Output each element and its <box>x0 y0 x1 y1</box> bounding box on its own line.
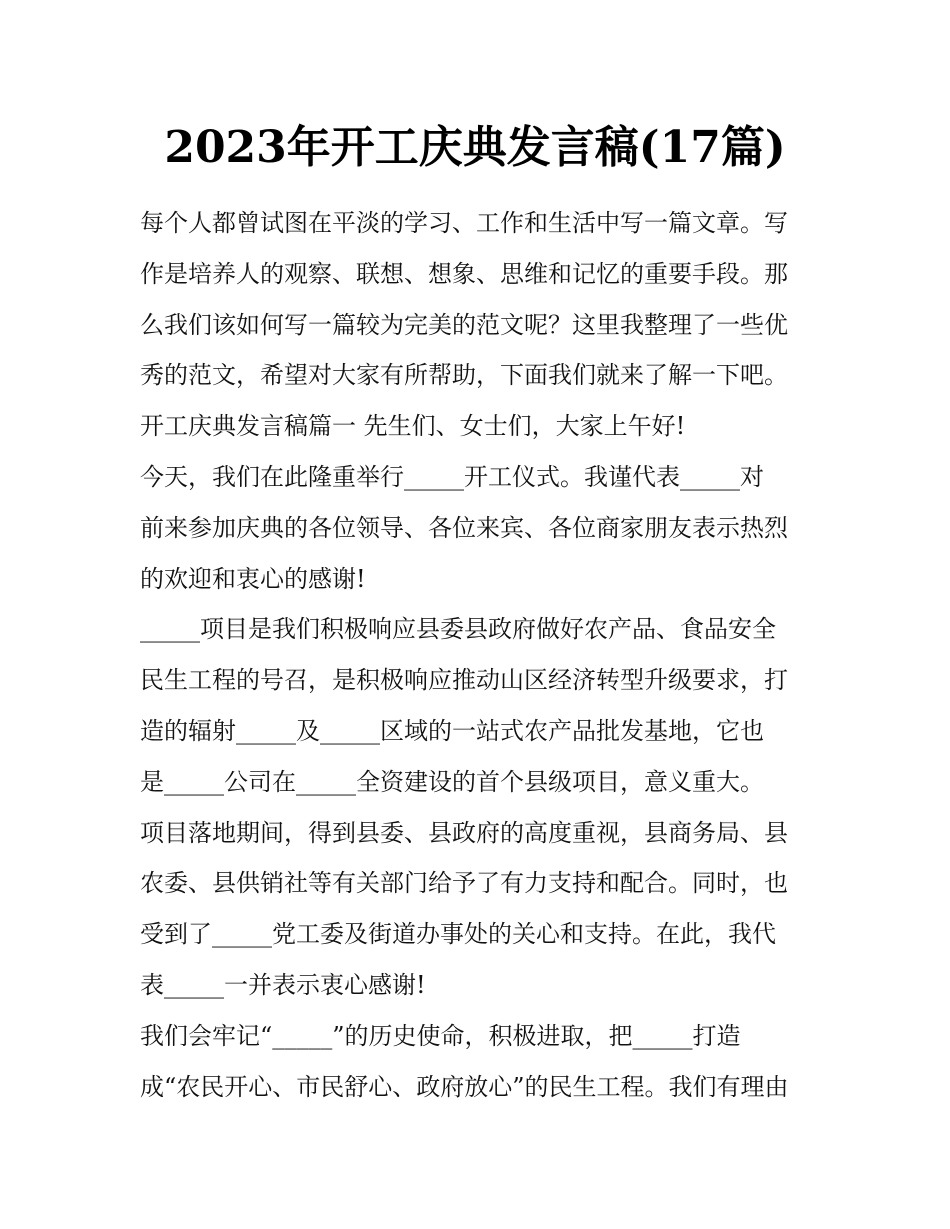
text-line: 作是培养人的观察、联想、想象、思维和记忆的重要手段。那 <box>140 259 788 288</box>
text-line: 么我们该如何写一篇较为完美的范文呢？这里我整理了一些优 <box>140 310 788 339</box>
text-line: 造的辐射_____及_____区域的一站式农产品批发基地，它也 <box>140 716 764 745</box>
text-line: 秀的范文，希望对大家有所帮助，下面我们就来了解一下吧。 <box>140 361 788 390</box>
text-line: 的欢迎和衷心的感谢! <box>140 564 366 593</box>
text-line: 表_____一并表示衷心感谢! <box>140 970 426 999</box>
document-title: 2023年开工庆典发言稿(17篇) <box>164 122 786 173</box>
text-line: 农委、县供销社等有关部门给予了有力支持和配合。同时，也 <box>140 869 788 898</box>
text-line: _____项目是我们积极响应县委县政府做好农产品、食品安全 <box>140 615 776 644</box>
text-line: 是_____公司在_____全资建设的首个县级项目，意义重大。 <box>140 767 764 796</box>
text-line: 民生工程的号召，是积极响应推动山区经济转型升级要求，打 <box>140 666 788 695</box>
document-body <box>140 198 820 1112</box>
text-line: 项目落地期间，得到县委、县政府的高度重视，县商务局、县 <box>140 818 788 847</box>
text-line: 今天，我们在此隆重举行_____开工仪式。我谨代表_____对 <box>140 462 764 491</box>
text-line: 受到了_____党工委及街道办事处的关心和支持。在此，我代 <box>140 920 776 949</box>
text-line: 前来参加庆典的各位领导、各位来宾、各位商家朋友表示热烈 <box>140 513 788 542</box>
text-line: 我们会牢记“_____”的历史使命，积极进取，把_____打造 <box>140 1021 741 1050</box>
section-heading-line: 开工庆典发言稿篇一 先生们、女士们，大家上午好! <box>140 412 686 441</box>
text-line: 成“农民开心、市民舒心、政府放心”的民生工程。我们有理由 <box>140 1072 789 1101</box>
text-line: 每个人都曾试图在平淡的学习、工作和生活中写一篇文章。写 <box>140 209 788 237</box>
